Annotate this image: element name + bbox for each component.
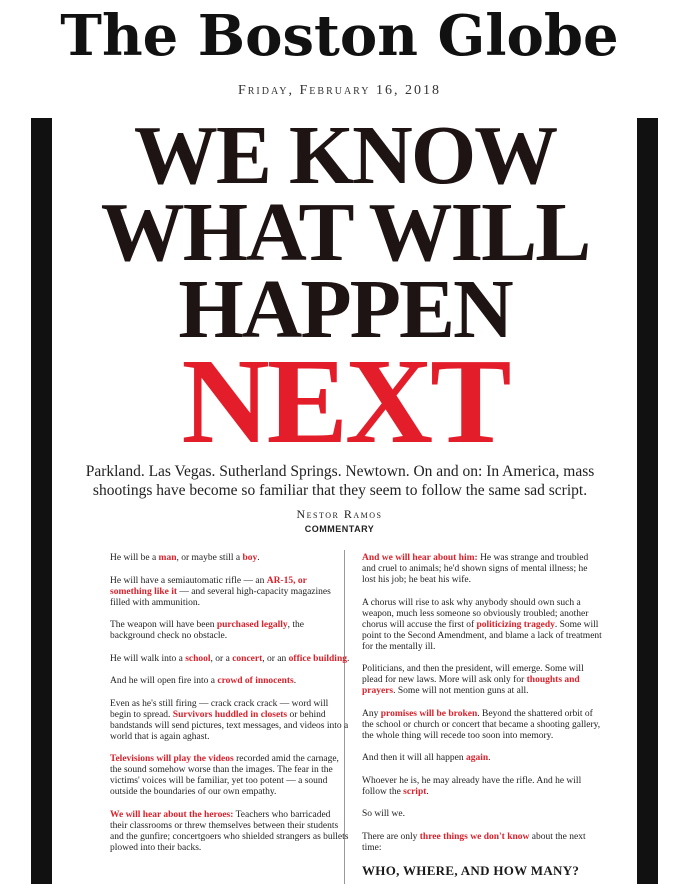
- text: He will be a: [110, 553, 159, 563]
- dek: Parkland. Las Vegas. Sutherland Springs. Newtown. On and on: In America, mass shootings have become so familiar that they seem to follow the same sad script.: [85, 463, 595, 499]
- text: .: [488, 753, 491, 763]
- paragraph: [110, 699, 350, 743]
- text: There are only: [362, 831, 420, 842]
- text: or behind bandstands will send pictures, text messages, and videos into a world that is again aghast.: [110, 709, 349, 742]
- left-column: [110, 553, 350, 865]
- headline-line-4: NEXT: [181, 334, 509, 469]
- paragraph: [110, 810, 350, 854]
- paragraph: [110, 553, 350, 564]
- text: about the next time:: [362, 831, 586, 853]
- text: . Beyond the shattered orbit of the school or church or concert that became a shooting gallery, the whole thing will recede too soon into memory.: [362, 708, 601, 741]
- link-televisions: Televisions will play the videos: [110, 754, 234, 764]
- text: . Some will point to the Second Amendment, and blame a lack of treatment for the mentally ill.: [362, 619, 602, 652]
- left-black-bar: [31, 118, 52, 884]
- link-promises-broken: promises will be broken: [380, 708, 478, 719]
- text: The weapon will have been: [110, 620, 217, 630]
- paragraph: [110, 654, 350, 665]
- right-black-bar: [637, 118, 658, 884]
- link-school: school: [185, 653, 211, 664]
- paragraph: [362, 709, 602, 742]
- dateline: Friday, February 16, 2018: [237, 83, 442, 98]
- text: He was strange and troubled and cruel to animals; he'd shown signs of mental illness; he lost his job; he beat his wife.: [362, 553, 589, 585]
- link-again: again: [465, 753, 489, 763]
- text: , the background check no obstacle.: [110, 620, 305, 641]
- closing-line: WHO, WHERE, AND HOW MANY?: [362, 863, 580, 878]
- text: . Some will not mention guns at all.: [393, 686, 529, 696]
- link-three-things: three things we don't know: [419, 831, 530, 842]
- paragraph: [110, 754, 350, 798]
- link-boy: boy: [242, 553, 258, 563]
- text: He will walk into a: [110, 653, 186, 664]
- link-politicizing-tragedy: politicizing tragedy: [476, 619, 555, 630]
- text: And then it will all happen: [362, 753, 466, 763]
- text: .: [293, 676, 297, 686]
- text: , or a: [210, 653, 233, 664]
- paragraph: [362, 598, 602, 653]
- masthead: The Boston Globe: [60, 3, 619, 69]
- text: recorded amid the carnage, the sound somehow worse than the images. The fear in the victims' voices will be familiar, yet too potent — a sound outside the boundaries of our own empathy.: [110, 754, 339, 797]
- paragraph: [362, 664, 602, 697]
- text: — and several high-capacity magazines filled with ammunition.: [110, 586, 331, 608]
- paragraph: [362, 553, 602, 586]
- link-hear-about-him: And we will hear about him:: [362, 553, 478, 563]
- headline-line-1: WE KNOW: [133, 109, 557, 202]
- link-crowd-of-innocents: crowd of innocents: [217, 676, 294, 686]
- paragraph: [110, 620, 350, 642]
- text: .: [346, 653, 350, 664]
- text: Any: [362, 708, 381, 719]
- link-man: man: [158, 553, 177, 563]
- link-heroes: We will hear about the heroes:: [110, 809, 234, 820]
- text: Whoever he is, he may already have the rifle. And he will follow the: [362, 775, 582, 797]
- headline-line-2: WHAT WILL: [100, 186, 590, 279]
- byline: Nestor Ramos: [296, 507, 383, 521]
- link-thoughts-and-prayers: thoughts and prayers: [362, 675, 580, 696]
- text: , or an: [262, 653, 289, 664]
- text: .: [426, 786, 429, 797]
- paragraph: [110, 676, 350, 687]
- paragraph: [362, 776, 602, 798]
- text: And he will open fire into a: [110, 676, 218, 686]
- text: Teachers who barricaded their classrooms or threw themselves between their students and the gunfire; concertgoers who shielded strangers as bullets plowed into their backs.: [110, 809, 349, 853]
- text: A chorus will rise to ask why anybody should own such a weapon, much less someone so obviously troubled; another chorus will accuse the first of: [362, 597, 589, 630]
- link-office-building: office building: [288, 653, 347, 664]
- text: He will have a semiautomatic rifle — an: [110, 575, 267, 586]
- paragraph: [362, 832, 602, 854]
- text: .: [257, 553, 260, 563]
- paragraph: So will we.: [362, 809, 406, 819]
- text: Even as he's still firing — crack crack crack — word will begin to spread.: [110, 698, 329, 720]
- text: , or maybe still a: [176, 553, 243, 563]
- paragraph: [110, 576, 350, 609]
- link-purchased-legally: purchased legally: [216, 620, 288, 630]
- link-survivors-huddled: Survivors huddled in closets: [172, 709, 288, 720]
- link-ar15: AR-15, or something like it: [110, 575, 307, 597]
- headline-line-3: HAPPEN: [178, 263, 512, 356]
- right-column: [362, 553, 602, 888]
- paragraph: [362, 753, 602, 764]
- text: Politicians, and then the president, will emerge. Some will plead for new laws. More will ask only for: [362, 664, 584, 685]
- link-concert: concert: [232, 653, 263, 664]
- section-label: COMMENTARY: [304, 524, 375, 534]
- link-script: script: [403, 786, 427, 797]
